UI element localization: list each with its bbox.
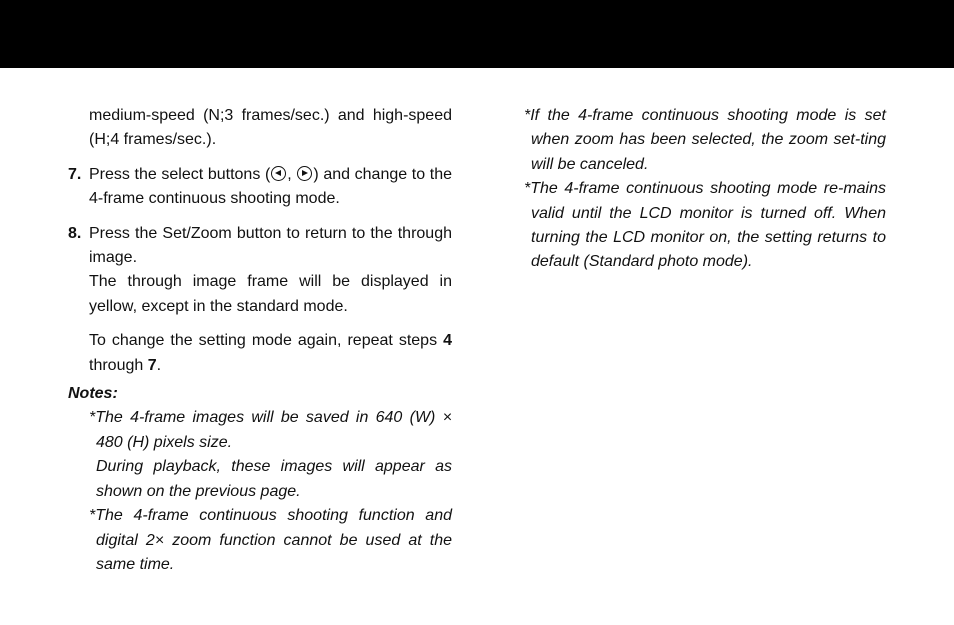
note-item: *The 4-frame images will be saved in 640 (W) × 480 (H) pixels size. <box>89 409 452 451</box>
step-ref-bold: 7 <box>147 356 157 374</box>
continued-text: medium-speed (N;3 frames/sec.) and high-speed (H;4 frames/sec.). <box>89 107 452 149</box>
step-number: 7. <box>68 165 82 183</box>
step-7 <box>68 163 452 212</box>
note-item: During playback, these images will appear as shown on the previous page. <box>96 458 452 500</box>
step-text-separator: , <box>287 165 297 183</box>
step-text-part: through <box>89 356 148 374</box>
notes-heading: Notes: <box>68 385 118 403</box>
note-item: *The 4-frame continuous shooting mode re-mains valid until the LCD monitor is turned off. When turning the LCD monitor on, the setting returns to default (Standard photo mode). <box>524 180 886 271</box>
step-text <box>89 329 452 378</box>
right-select-button-icon <box>297 166 312 181</box>
header-bar <box>0 0 954 68</box>
step-text <box>89 163 452 212</box>
step-text-part: . <box>156 356 162 374</box>
step-ref-bold: 4 <box>443 332 452 350</box>
step-text: The through image frame will be displayed in yellow, except in the standard mode. <box>89 273 452 315</box>
step-number: 8. <box>68 224 82 242</box>
left-column <box>68 104 452 577</box>
left-select-button-icon <box>271 166 286 181</box>
step-text-part: ) and change to the 4-frame continuous shooting mode. <box>89 165 452 208</box>
step-text-part: Press the select buttons ( <box>89 165 271 183</box>
note-item: *If the 4-frame continuous shooting mode is set when zoom has been selected, the zoom set-ting will be canceled. <box>524 107 886 173</box>
step-8 <box>68 222 452 378</box>
step-body <box>89 222 452 378</box>
step-text-part: To change the setting mode again, repeat steps <box>89 332 444 350</box>
step-text: Press the Set/Zoom button to return to the through image. <box>89 224 452 267</box>
note-item: *The 4-frame continuous shooting function and digital 2× zoom function cannot be used at the same time. <box>89 507 452 573</box>
right-column <box>523 104 886 275</box>
